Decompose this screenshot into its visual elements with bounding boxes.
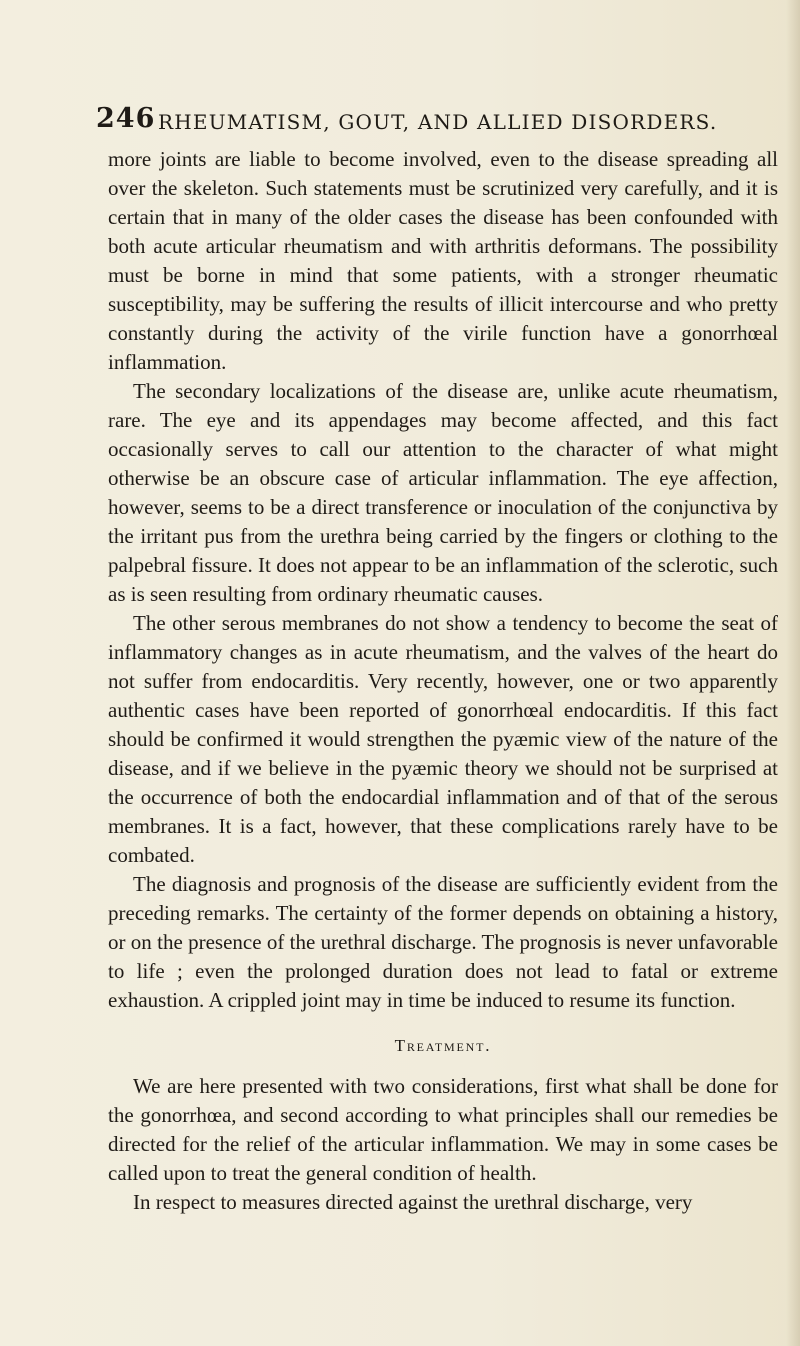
paragraph: more joints are liable to become involved, even to the disease spreading all over the skeleton. Such statements must be scrutinized very carefully, and it is certain that in many of the older cases the disease has been confounded with both acute articular rheumatism and with arthritis deformans. The possibility must be borne in mind that some patients, with a stronger rheumatic susceptibility, may be suffering the results of illicit intercourse and who pretty constantly during the activity of the virile function have a gonorrhœal inflammation.	[108, 147, 778, 374]
paragraph: The other serous membranes do not show a tendency to become the seat of inflammatory changes as in acute rheumatism, and the valves of the heart do not suffer from endocarditis. Very recently, however, one or two apparently authentic cases have been reported of gonorrhœal endocarditis. If this fact should be confirmed it would strengthen the pyæmic view of the nature of the disease, and if we believe in the pyæmic theory we should not be surprised at the occurrence of both the endocardial inflammation and of that of the serous membranes. It is a fact, however, that these complications rarely have to be combated.	[108, 611, 778, 867]
paragraph: The secondary localizations of the disease are, unlike acute rheumatism, rare. The eye and its appendages may become affected, and this fact occasionally serves to call our attention to the character of what might otherwise be an obscure case of articular inflammation. The eye affection, however, seems to be a direct transference or inoculation of the conjunctiva by the irritant pus from the urethra being carried by the fingers or clothing to the palpebral fissure. It does not appear to be an inflammation of the sclerotic, such as is seen resulting from ordinary rheumatic causes.	[108, 379, 778, 606]
page-body	[108, 145, 778, 1217]
page-number: 246	[96, 103, 156, 134]
page-edge-shadow	[786, 0, 800, 1346]
paragraph: We are here presented with two considerations, first what shall be done for the gonorrhœa, and second according to what principles shall our remedies be directed for the relief of the articular inflammation. We may in some cases be called upon to treat the general condition of health.	[108, 1074, 778, 1185]
paragraph: The diagnosis and prognosis of the disease are sufficiently evident from the preceding remarks. The certainty of the former depends on obtaining a history, or on the presence of the urethral discharge. The prognosis is never unfavorable to life ; even the prolonged duration does not lead to fatal or extreme exhaustion. A crippled joint may in time be induced to resume its function.	[108, 872, 778, 1012]
page-header	[96, 103, 756, 137]
paragraph: In respect to measures directed against the urethral discharge, very	[133, 1190, 693, 1214]
running-head: RHEUMATISM, GOUT, AND ALLIED DISORDERS.	[158, 110, 718, 134]
section-heading: Treatment.	[394, 1036, 492, 1055]
